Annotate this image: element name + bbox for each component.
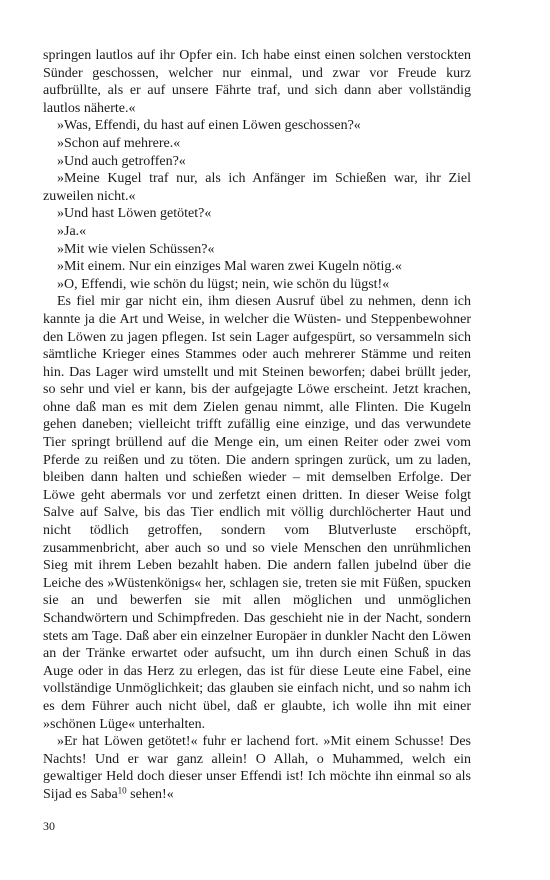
- paragraph-text: »Er hat Löwen getötet!« fuhr er lachend fort. »Mit einem Schusse! Des Nachts! Und er war ganz allein! O Allah, o Muhammed, welch ein gewaltiger Held doch dieser unser Effendi ist! Ich möchte ihn einmal so als Sijad es Saba: [43, 734, 471, 802]
- paragraph: »Ja.«: [57, 223, 87, 239]
- paragraph: Es fiel mir gar nicht ein, ihm diesen Ausruf übel zu nehmen, denn ich kannte ja die Art und Weise, in welcher die Wüsten- und Steppenbewohner den Löwen zu jagen pflegen. Ist sein Lager aufgespürt, so versammeln sich sämtliche Krieger eines Stammes oder auch mehrerer Stämme und reiten hin. Das Lager wird umstellt und mit Steinen beworfen; dabei brüllt jeder, so sehr und viel er kann, bis der aufgejagte Löwe erscheint. Jetzt krachen, ohne daß man es mit dem Zielen genau nimmt, alle Flinten. Die Kugeln gehen daneben; vielleicht trifft zufällig eine einzige, und das verwundete Tier springt brüllend auf die Menge ein, um einen Reiter oder zwei vom Pferde zu reißen und zu töten. Die andern springen zurück, um zu laden, bleiben dann halten und schießen wieder – mit demselben Erfolge. Der Löwe geht abermals vor und zerfetzt einen dritten. In dieser Weise folgt Salve auf Salve, bis das Tier endlich mit völlig durchlöcherter Haut und nicht tödlich getroffen, sondern vom Blutverluste erschöpft, zusammenbricht, aber auch so und so viele Menschen den unrühmlichen Sieg mit ihrem Leben bezahlt haben. Die andern fallen jubelnd über die Leiche des »Wüstenkönigs« her, schlagen sie, treten sie mit Füßen, spucken sie an und bewerfen sie mit allen möglichen und unmöglichen Schandwörtern und Schimpfreden. Das geschieht nie in der Nacht, sondern stets am Tage. Daß aber ein einzelner Europäer in dunkler Nacht den Löwen an der Tränke erwartet oder aufsucht, um ihn durch einen Schuß in das Auge oder in das Herz zu erlegen, das ist für diese Leute eine Fabel, eine vollständige Unmöglichkeit; das glauben sie einfach nicht, und so nahm ich es dem Führer auch nicht übel, daß er glaubte, ich wolle ihn mit einer »schönen Lüge« unterhalten.: [43, 294, 471, 732]
- paragraph: springen lautlos auf ihr Opfer ein. Ich habe einst einen solchen verstockten Sünder geschossen, welcher nur einmal, und zwar vor Freude kurz aufbrüllte, als er auf unsere Fährte traf, und sich dann aber vollständig lautlos näherte.«: [43, 48, 471, 116]
- paragraph: »O, Effendi, wie schön du lügst; nein, wie schön du lügst!«: [57, 276, 390, 292]
- body-text: [43, 47, 471, 804]
- paragraph: »Mit wie vielen Schüssen?«: [57, 241, 215, 257]
- paragraph: »Und auch getroffen?«: [57, 153, 186, 169]
- page-number: 30: [43, 819, 55, 833]
- paragraph: »Mit einem. Nur ein einziges Mal waren zwei Kugeln nötig.«: [57, 259, 402, 275]
- paragraph: »Meine Kugel traf nur, als ich Anfänger im Schießen war, ihr Ziel zuweilen nicht.«: [43, 171, 471, 204]
- paragraph-tail: sehen!«: [126, 786, 174, 802]
- footnote-reference[interactable]: 10: [117, 785, 127, 796]
- paragraph: »Und hast Löwen getötet?«: [57, 206, 212, 222]
- paragraph: »Schon auf mehrere.«: [57, 135, 181, 151]
- paragraph: »Was, Effendi, du hast auf einen Löwen geschossen?«: [57, 118, 361, 134]
- paragraph-with-footnote: [43, 733, 471, 803]
